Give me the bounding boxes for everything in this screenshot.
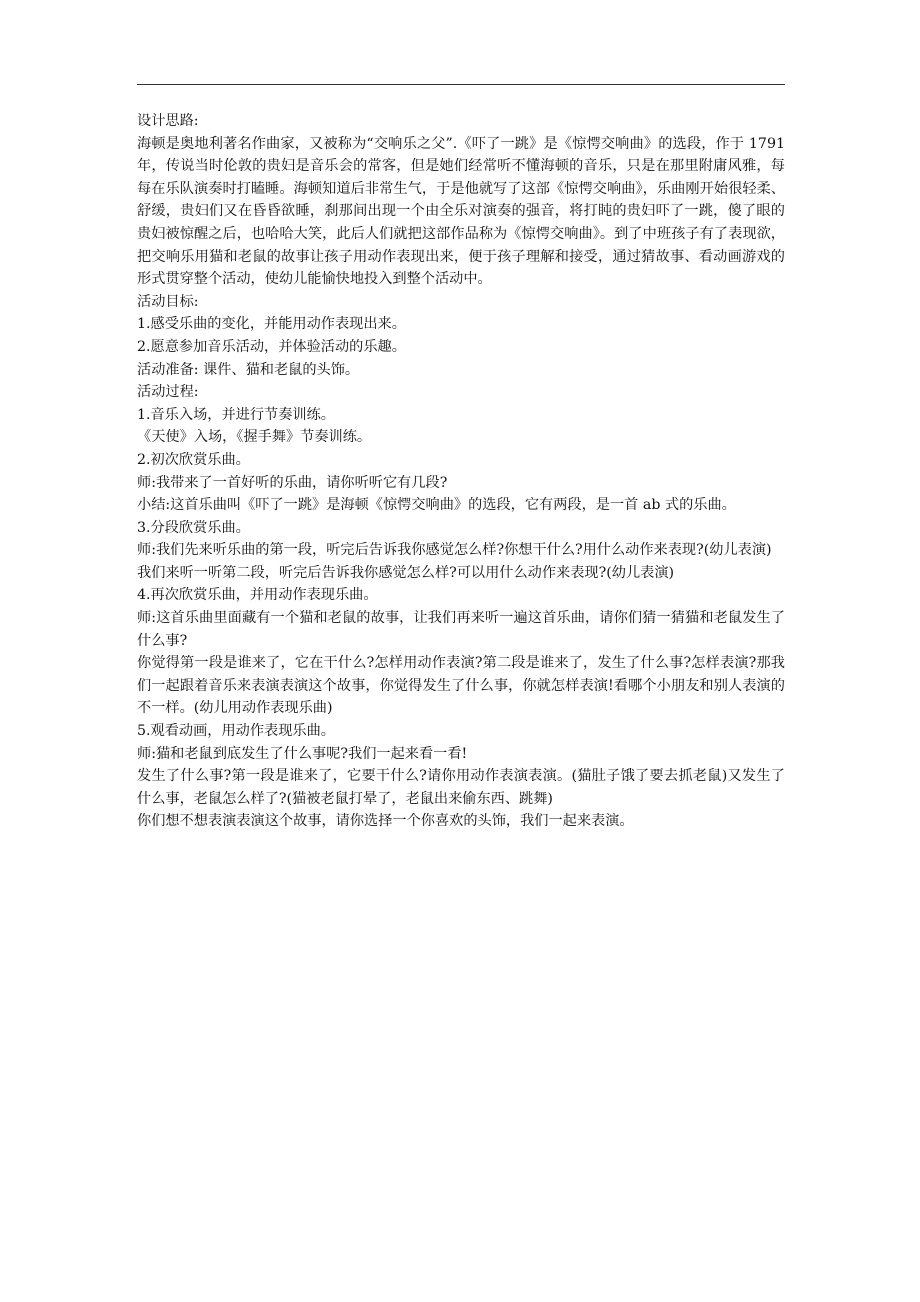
goal-item: 1.感受乐曲的变化，并能用动作表现出来。 xyxy=(137,316,406,333)
goal-item: 2.愿意参加音乐活动，并体验活动的乐趣。 xyxy=(137,338,406,355)
teacher-paragraph: 师:我们先来听乐曲的第一段，听完后告诉我你感觉怎么样?你想干什么?用什么动作来表现?(幼儿表演) xyxy=(137,542,772,559)
step-text: 《天使》入场，《握手舞》节奏训练。 xyxy=(137,429,372,446)
step-title: 5.观看动画，用动作表现乐曲。 xyxy=(137,723,335,740)
questions-paragraph: 你觉得第一段是谁来了，它在干什么?怎样用动作表演?第二段是谁来了，发生了什么事?怎样表演?那我们一起跟着音乐来表演表演这个故事，你觉得发生了什么事，你就怎样表演!看哪个小朋友和别人表演的不一样。(幼儿用动作表现乐曲) xyxy=(137,655,785,717)
summary-paragraph: 小结:这首乐曲叫《吓了一跳》是海顿《惊愕交响曲》的选段，它有两段，是一首 ab 式的乐曲。 xyxy=(137,497,736,514)
design-heading: 设计思路: xyxy=(137,113,199,129)
goals-heading: 活动目标: xyxy=(137,293,199,310)
teacher-paragraph: 师:这首乐曲里面藏有一个猫和老鼠的故事，让我们再来听一遍这首乐曲，请你们猜一猜猫和老鼠发生了什么事? xyxy=(137,610,785,649)
preparation: 活动准备: 课件、猫和老鼠的头饰。 xyxy=(137,361,360,378)
step-title: 4.再次欣赏乐曲，并用动作表现乐曲。 xyxy=(137,587,378,604)
document-body xyxy=(137,110,785,833)
closing-line: 你们想不想表演表演这个故事，请你选择一个你喜欢的头饰，我们一起来表演。 xyxy=(137,813,634,830)
teacher-line: 师:我带来了一首好听的乐曲，请你听听它有几段? xyxy=(137,474,448,491)
step-text: 我们来听一听第二段，听完后告诉我你感觉怎么样?可以用什么动作来表现?(幼儿表演) xyxy=(137,564,675,581)
questions-paragraph: 发生了什么事?第一段是谁来了，它要干什么?请你用动作表演表演。(猫肚子饿了要去抓老鼠)又发生了什么事，老鼠怎么样了?(猫被老鼠打晕了，老鼠出来偷东西、跳舞) xyxy=(137,768,785,807)
design-paragraph: 海顿是奥地利著名作曲家，又被称为“交响乐之父”.《吓了一跳》是《惊愕交响曲》的选段，作于 1791 年，传说当时伦敦的贵妇是音乐会的常客，但是她们经常听不懂海顿的音乐，只是在那里附庸风雅，每每在乐队演奏时打瞌睡。海顿知道后非常生气，于是他就写了这部《惊愕交响曲》，乐曲刚开始很轻柔、舒缓，贵妇们又在昏昏欲睡，刹那间出现一个由全乐对演奏的强音，将打盹的贵妇吓了一跳，傻了眼的贵妇被惊醒之后，也哈哈大笑，此后人们就把这部作品称为《惊愕交响曲》。到了中班孩子有了表现欲，把交响乐用猫和老鼠的故事让孩子用动作表现出来，便于孩子理解和接受，通过猜故事、看动画游戏的形式贯穿整个活动，使幼儿能愉快地投入到整个活动中。 xyxy=(137,135,785,288)
process-heading: 活动过程: xyxy=(137,384,199,401)
step-title: 2.初次欣赏乐曲。 xyxy=(137,451,250,468)
header-rule xyxy=(137,84,785,85)
step-title: 1.音乐入场，并进行节奏训练。 xyxy=(137,406,335,423)
teacher-line: 师:猫和老鼠到底发生了什么事呢?我们一起来看一看! xyxy=(137,745,468,762)
step-title: 3.分段欣赏乐曲。 xyxy=(137,519,250,536)
